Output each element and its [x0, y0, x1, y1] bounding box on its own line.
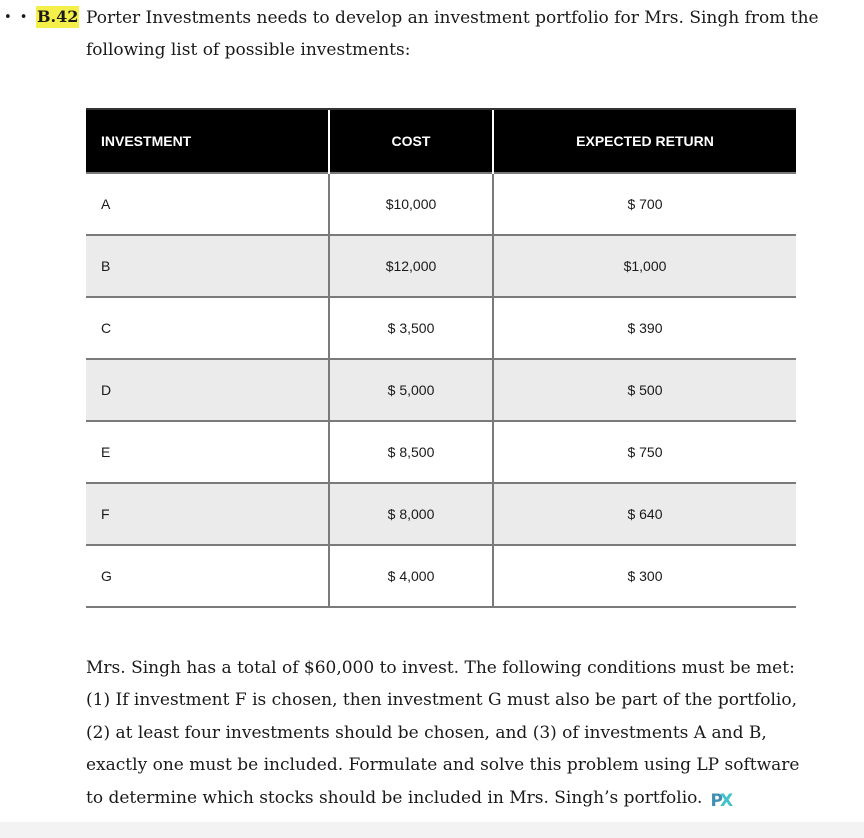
cell-expected-return: $ 700: [493, 173, 796, 235]
cell-investment: C: [86, 297, 329, 359]
cell-cost: $ 8,000: [329, 483, 493, 545]
cell-cost: $ 5,000: [329, 359, 493, 421]
table-header-row: [86, 109, 796, 173]
table-row: [86, 297, 796, 359]
table-row: [86, 545, 796, 607]
bottom-strip: [0, 822, 864, 838]
cell-investment: G: [86, 545, 329, 607]
difficulty-bullets: • •: [4, 10, 30, 25]
cell-cost: $ 8,500: [329, 421, 493, 483]
cell-expected-return: $ 300: [493, 545, 796, 607]
cell-investment: B: [86, 235, 329, 297]
cell-cost: $10,000: [329, 173, 493, 235]
px-icon-p: P: [710, 790, 720, 811]
header-investment: INVESTMENT: [86, 109, 329, 173]
table-row: [86, 483, 796, 545]
px-icon-x: X: [719, 790, 731, 811]
cell-investment: F: [86, 483, 329, 545]
cell-expected-return: $ 500: [493, 359, 796, 421]
problem-statement: Porter Investments needs to develop an investment portfolio for Mrs. Singh from the following list of possible investments:: [86, 8, 819, 60]
table-row: [86, 421, 796, 483]
problem-number: B.42: [37, 7, 79, 26]
header-cost: COST: [329, 109, 493, 173]
px-icon[interactable]: [710, 785, 730, 817]
cell-expected-return: $ 750: [493, 421, 796, 483]
cell-cost: $12,000: [329, 235, 493, 297]
cell-investment: E: [86, 421, 329, 483]
cell-expected-return: $ 390: [493, 297, 796, 359]
cell-investment: D: [86, 359, 329, 421]
table-row: [86, 173, 796, 235]
table-row: [86, 235, 796, 297]
cell-expected-return: $1,000: [493, 235, 796, 297]
header-expected-return: EXPECTED RETURN: [493, 109, 796, 173]
table-row: [86, 359, 796, 421]
cell-cost: $ 4,000: [329, 545, 493, 607]
cell-cost: $ 3,500: [329, 297, 493, 359]
cell-expected-return: $ 640: [493, 483, 796, 545]
paragraph-text: Mrs. Singh has a total of $60,000 to invest. The following conditions must be met: (1) If investment F is chosen, then investment G must also be part of the portfolio, (2) at least four investments should be chosen, and (3) of investments A and B, exactly one must be included. Formulate and solve this problem using LP software to determine which stocks should be included in Mrs. Singh’s portfolio.: [86, 658, 800, 808]
investment-table: [86, 108, 796, 608]
problem-paragraph: [86, 652, 810, 817]
cell-investment: A: [86, 173, 329, 235]
